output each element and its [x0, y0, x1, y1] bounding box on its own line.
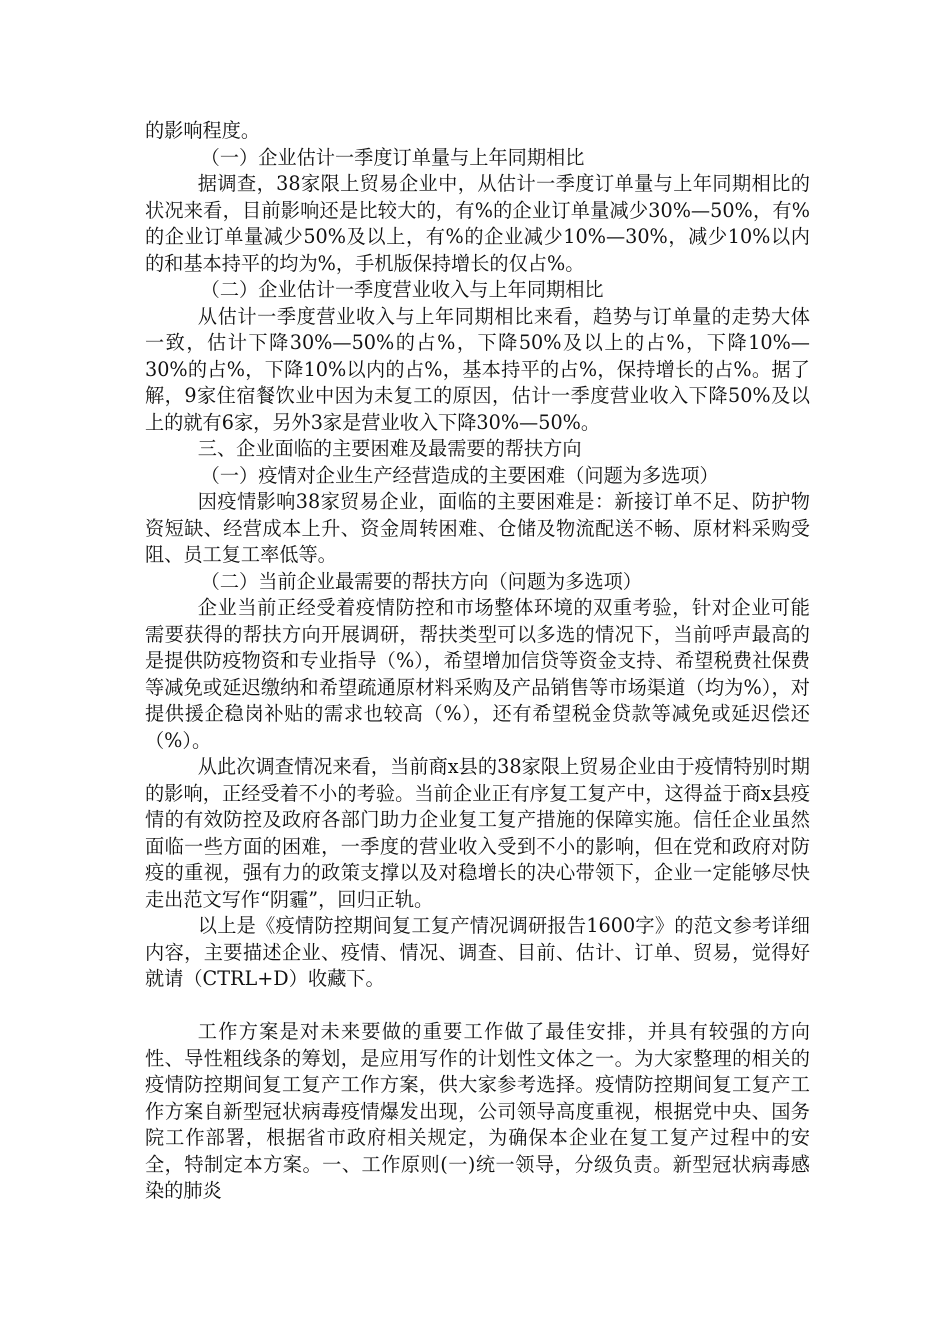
document-page	[145, 118, 810, 1205]
section-heading-difficulties: 三、企业面临的主要困难及最需要的帮扶方向	[197, 437, 582, 460]
paragraph-summary: 以上是《疫情防控期间复工复产情况调研报告1600字》的范文参考详细内容，主要描述企业、疫情、情况、调查、目前、估计、订单、贸易，觉得好就请（CTRL+D）收藏下。	[145, 914, 810, 990]
paragraph-gap	[145, 993, 810, 1020]
paragraph-revenue: 从估计一季度营业收入与上年同期相比来看，趋势与订单量的走势大体一致，估计下降30%—50%的占%，下降50%及以上的占%，下降10%—30%的占%，下降10%以内的占%，基本持平的占%，保持增长的占%。据了解，9家住宿餐饮业中因为未复工的原因，估计一季度营业收入下降50%及以上的就有6家，另外3家是营业收入下降30%—50%。	[145, 304, 810, 434]
section-heading-revenue: （二）企业估计一季度营业收入与上年同期相比	[200, 278, 604, 301]
paragraph-work-plan: 工作方案是对未来要做的重要工作做了最佳安排，并具有较强的方向性、导性粗线条的筹划，是应用写作的计划性文体之一。为大家整理的相关的疫情防控期间复工复产工作方案，供大家参考选择。疫情防控期间复工复产工作方案自新型冠状病毒疫情爆发出现，公司领导高度重视，根据党中央、国务院工作部署，根据省市政府相关规定，为确保本企业在复工复产过程中的安全，特制定本方案。一、工作原则(一)统一领导，分级负责。新型冠状病毒感染的肺炎	[145, 1020, 810, 1202]
paragraph-conclusion: 从此次调查情况来看，当前商x县的38家限上贸易企业由于疫情特别时期的影响，正经受着不小的考验。当前企业正有序复工复产中，这得益于商x县疫情的有效防控及政府各部门助力企业复工复产措施的保障实施。信任企业虽然面临一些方面的困难，一季度的营业收入受到不小的影响，但在党和政府对防疫的重视，强有力的政策支撑以及对稳增长的决心带领下，企业一定能够尽快走出范文写作“阴霾”，回归正轨。	[145, 755, 810, 911]
paragraph-support: 企业当前正经受着疫情防控和市场整体环境的双重考验，针对企业可能需要获得的帮扶方向开展调研，帮扶类型可以多选的情况下，当前呼声最高的是提供防疫物资和专业指导（%），希望增加信贷等资金支持、希望税费社保费等减免或延迟缴纳和希望疏通原材料采购及产品销售等市场渠道（均为%），对提供援企稳岗补贴的需求也较高（%），还有希望税金贷款等减免或延迟偿还（%）。	[145, 596, 810, 752]
paragraph-continuation: 的影响程度。	[145, 119, 261, 142]
section-heading-orders: （一）企业估计一季度订单量与上年同期相比	[200, 145, 585, 169]
paragraph-difficulties: 因疫情影响38家贸易企业，面临的主要困难是：新接订单不足、防护物资短缺、经营成本上升、资金周转困难、仓储及物流配送不畅、原材料采购受阻、员工复工率低等。	[145, 490, 810, 566]
paragraph-orders: 据调查，38家限上贸易企业中，从估计一季度订单量与上年同期相比的状况来看，目前影响还是比较大的，有%的企业订单量减少30%—50%，有%的企业订单量减少50%及以上，有%的企业减少10%—30%，减少10%以内的和基本持平的均为%，手机版保持增长的仅占%。	[145, 172, 810, 275]
section-heading-main-difficulties: （一）疫情对企业生产经营造成的主要困难（问题为多选项）	[200, 463, 719, 487]
section-heading-support: （二）当前企业最需要的帮扶方向（问题为多选项）	[200, 569, 642, 593]
